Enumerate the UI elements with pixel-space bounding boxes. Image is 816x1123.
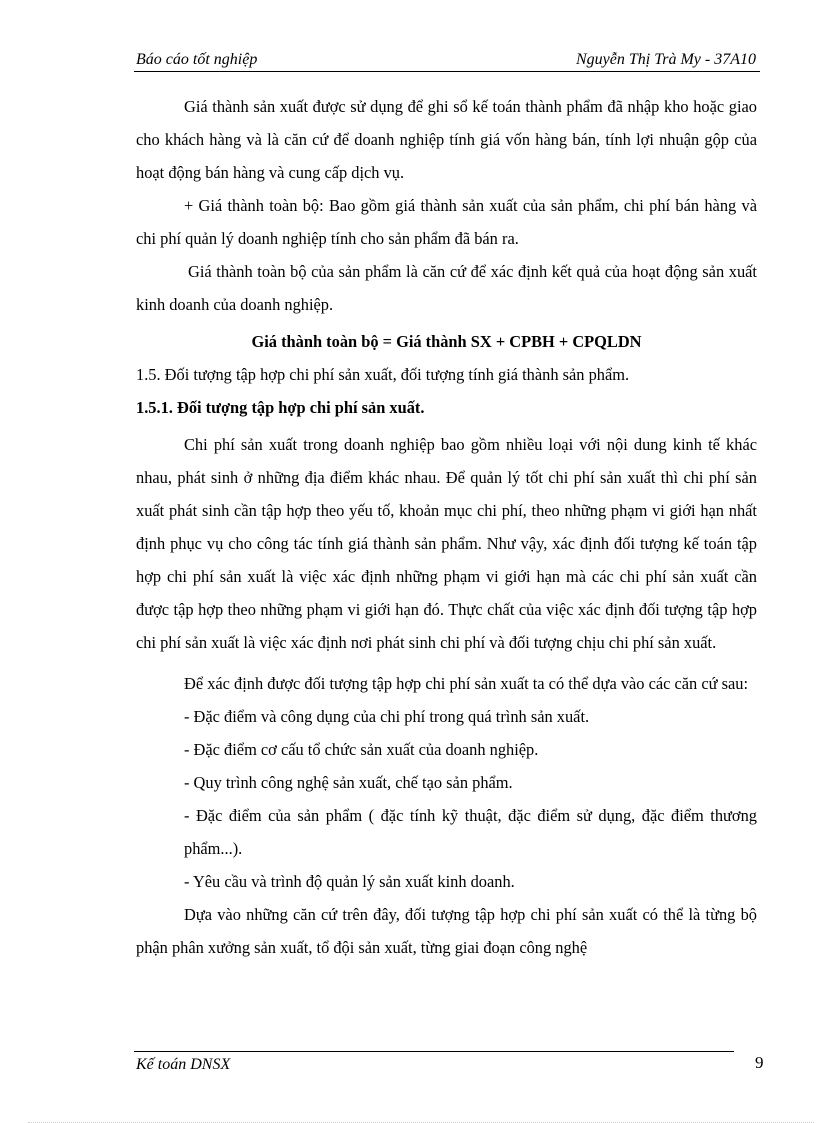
- list-item: - Yêu cầu và trình độ quản lý sản xuất kinh doanh.: [184, 872, 515, 891]
- paragraph-conclusion: Dựa vào những căn cứ trên đây, đối tượng tập hợp chi phí sản xuất có thể là từng bộ phận phân xưởng sản xuất, tổ đội sản xuất, từng giai đoạn công nghệ: [136, 905, 757, 957]
- footer-course: Kế toán DNSX: [136, 1056, 231, 1073]
- formula-total-cost: Giá thành toàn bộ = Giá thành SX + CPBH + CPQLDN: [251, 332, 642, 351]
- section-heading-1-5-1: 1.5.1. Đối tượng tập hợp chi phí sản xuất.: [136, 398, 425, 417]
- list-item: - Đặc điểm và công dụng của chi phí trong quá trình sản xuất.: [184, 707, 590, 726]
- page-number: 9: [755, 1053, 764, 1072]
- page-body: [136, 90, 757, 964]
- header-divider: [134, 71, 760, 72]
- list-item: - Quy trình công nghệ sản xuất, chế tạo sản phẩm.: [184, 773, 513, 792]
- paragraph-production-cost: Giá thành sản xuất được sử dụng để ghi sổ kế toán thành phẩm đã nhập kho hoặc giao cho khách hàng và là căn cứ để doanh nghiệp tính giá vốn hàng bán, tính lợi nhuận gộp của hoạt động bán hàng và cung cấp dịch vụ.: [136, 97, 757, 182]
- paragraph-total-cost-definition: + Giá thành toàn bộ: Bao gồm giá thành sản xuất của sản phẩm, chi phí bán hàng và chi phí quản lý doanh nghiệp tính cho sản phẩm đã bán ra.: [136, 196, 757, 248]
- header-author: Nguyễn Thị Trà My - 37A10: [576, 51, 756, 68]
- paragraph-total-cost-purpose: Giá thành toàn bộ của sản phẩm là căn cứ để xác định kết quả của hoạt động sản xuất kinh doanh của doanh nghiệp.: [136, 262, 757, 314]
- list-item: - Đặc điểm của sản phẩm ( đặc tính kỹ thuật, đặc điểm sử dụng, đặc điểm thương phẩm...).: [184, 806, 757, 858]
- paragraph-cost-object: Chi phí sản xuất trong doanh nghiệp bao gồm nhiều loại với nội dung kinh tế khác nhau, phát sinh ở những địa điểm khác nhau. Để quản lý tốt chi phí sản xuất thì chi phí sản xuất phát sinh cần tập hợp theo yếu tố, khoản mục chi phí, theo những phạm vi giới hạn nhất định phục vụ cho công tác tính giá thành sản phẩm. Như vậy, xác định đối tượng kế toán tập hợp chi phí sản xuất là việc xác định những phạm vi giới hạn mà các chi phí sản xuất cần được tập hợp theo những phạm vi giới hạn đó. Thực chất của việc xác định đối tượng tập hợp chi phí sản xuất là việc xác định nơi phát sinh chi phí và đối tượng chịu chi phí sản xuất.: [136, 435, 757, 652]
- page-header: [136, 50, 760, 72]
- header-report-title: Báo cáo tốt nghiệp: [136, 51, 258, 68]
- section-heading-1-5: 1.5. Đối tượng tập hợp chi phí sản xuất, đối tượng tính giá thành sản phẩm.: [136, 365, 630, 384]
- paragraph-criteria-intro: Để xác định được đối tượng tập hợp chi phí sản xuất ta có thể dựa vào các căn cứ sau:: [184, 674, 749, 693]
- list-item: - Đặc điểm cơ cấu tổ chức sản xuất của doanh nghiệp.: [184, 740, 539, 759]
- footer-divider: [134, 1051, 734, 1052]
